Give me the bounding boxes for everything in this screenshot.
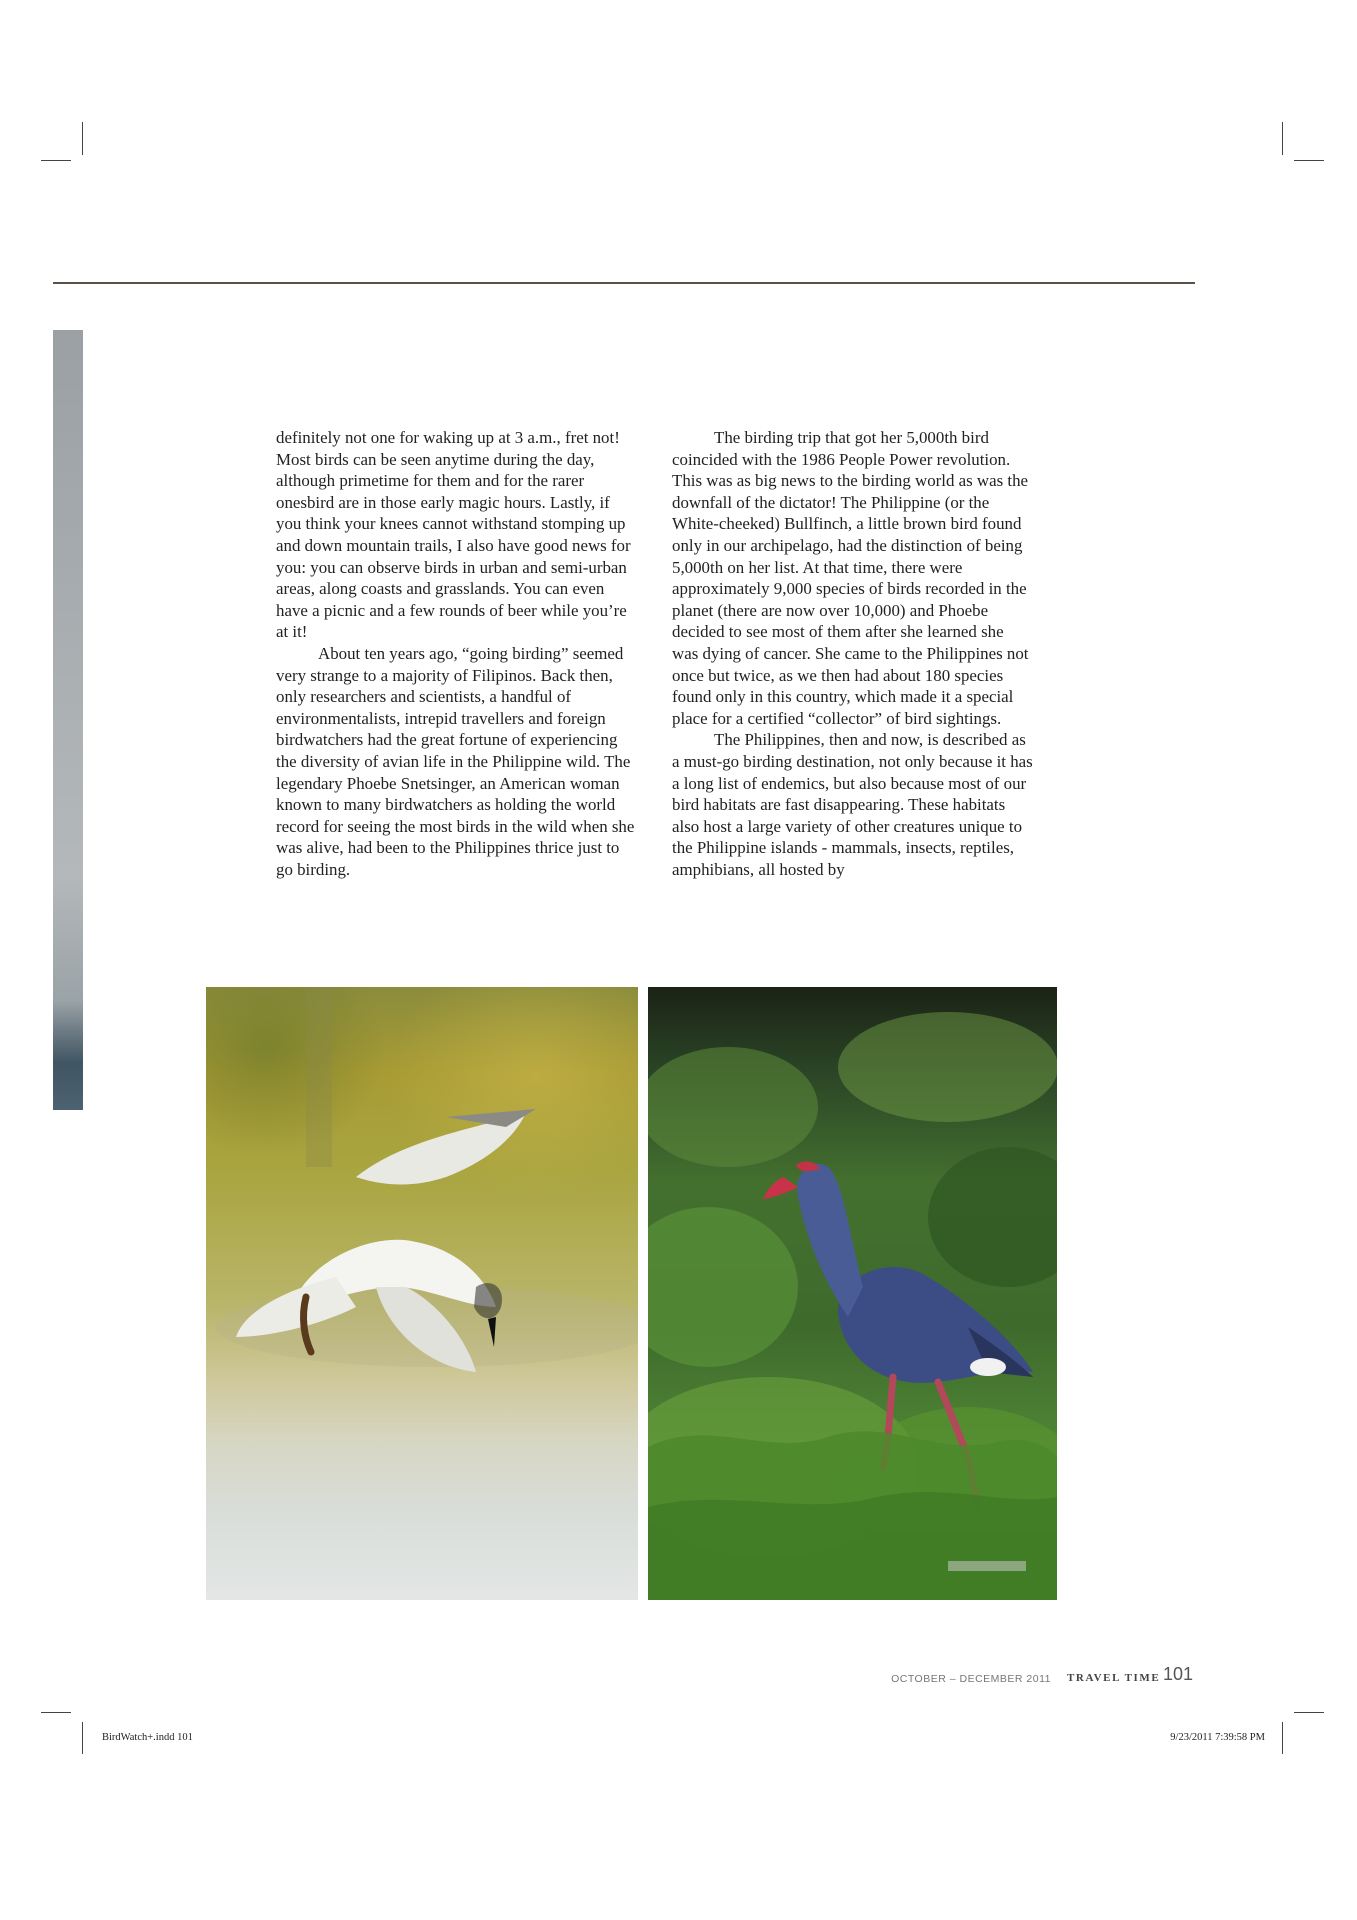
paragraph: The Philippines, then and now, is described as a must-go birding destination, not only because it has a long list of endemics, but also because most of our bird habitats are fast disappearing. These habitats also host a large variety of other creatures unique to the Philippine islands - mammals, insects, reptiles, amphibians, all hosted by xyxy=(672,730,1033,879)
slug-timestamp: 9/23/2011 7:39:58 PM xyxy=(1170,1732,1265,1743)
crop-mark-top-right-v xyxy=(1282,122,1283,155)
crop-mark-bottom-left-h xyxy=(41,1712,71,1713)
crop-mark-top-left-h xyxy=(41,160,71,161)
crop-mark-bottom-left-v xyxy=(82,1722,83,1754)
paragraph: definitely not one for waking up at 3 a.m., fret not! Most birds can be seen anytime during the day, although primetime for them and for the rarer onesbird are in those early magic hours. Lastly, if you think your knees cannot withstand stomping up and down mountain trails, I also have good news for you: you can observe birds in urban and semi-urban areas, along coasts and grasslands. You can even have a picnic and a few rounds of beer while you’re at it! xyxy=(276,428,631,642)
footer-page-number: 101 xyxy=(1163,1664,1194,1684)
photo-tern-in-flight xyxy=(206,987,638,1600)
side-photo-strip xyxy=(53,330,83,1110)
crop-mark-top-right-h xyxy=(1294,160,1324,161)
article-column-right xyxy=(672,427,1034,880)
paragraph: The birding trip that got her 5,000th bird coincided with the 1986 People Power revolution. This was as big news to the birding world as was the downfall of the dictator! The Philippine (or the White-cheeked) Bullfinch, a little brown bird found only in our archipelago, had the distinction of being 5,000th on her list. At that time, there were approximately 9,000 species of birds recorded in the planet (there are now over 10,000) and Phoebe decided to see most of them after she learned she was dying of cancer. She came to the Philippines not once but twice, as we then had about 180 species found only in this country, which made it a special place for a certified “collector” of bird sightings. xyxy=(672,428,1029,728)
swamphen-illustration xyxy=(648,987,1057,1600)
footer-magazine-name: TRAVEL TIME xyxy=(1067,1672,1161,1684)
crop-mark-bottom-right-v xyxy=(1282,1722,1283,1754)
crop-mark-bottom-right-h xyxy=(1294,1712,1324,1713)
footer-issue-date: OCTOBER – DECEMBER 2011 xyxy=(891,1673,1051,1685)
photo-purple-swamphen xyxy=(648,987,1057,1600)
slug-file-name: BirdWatch+.indd 101 xyxy=(102,1732,193,1743)
header-rule xyxy=(53,282,1195,284)
crop-mark-top-left-v xyxy=(82,122,83,155)
tern-illustration xyxy=(206,987,638,1600)
article-column-left xyxy=(276,427,638,880)
paragraph: About ten years ago, “going birding” seemed very strange to a majority of Filipinos. Back then, only researchers and scientists, a handful of environmentalists, intrepid travellers and foreign birdwatchers had the great fortune of experiencing the diversity of avian life in the Philippine wild. The legendary Phoebe Snetsinger, an American woman known to many birdwatchers as holding the world record for seeing the most birds in the wild when she was alive, had been to the Philippines thrice just to go birding. xyxy=(276,643,635,879)
